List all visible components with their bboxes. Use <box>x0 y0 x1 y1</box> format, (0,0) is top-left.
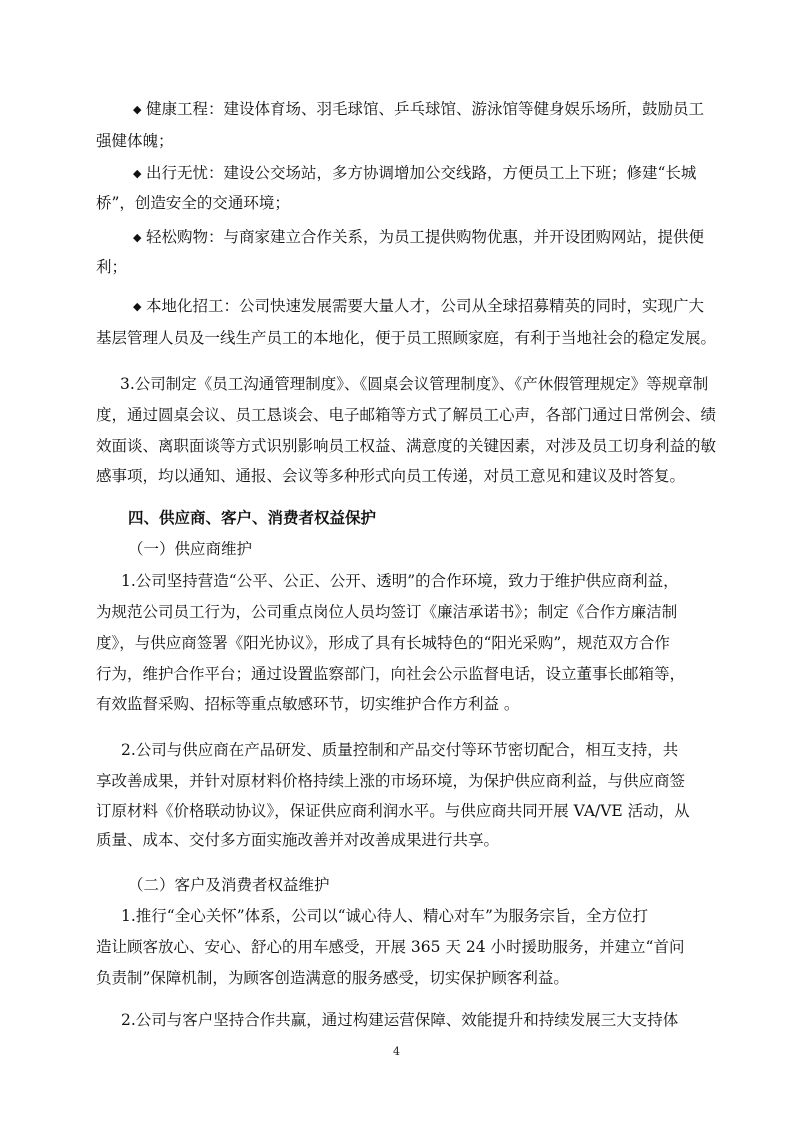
supplier-paragraph-1-line-3: 度》，与供应商签署《阳光协议》，形成了具有长城特色的“阳光采购”，规范双方合作 <box>96 634 670 652</box>
bullet-recruit-line-1: ◆ 本地化招工：公司快速发展需要大量人才，公司从全球招募精英的同时，实现广大 <box>133 297 705 315</box>
bullet-commute-line-1: ◆ 出行无忧：建设公交场站，多方协调增加公交线路，方便员工上下班；修建“长城 <box>133 164 697 182</box>
diamond-bullet-icon: ◆ <box>133 231 142 244</box>
supplier-paragraph-1-line-4: 行为，维护合作平台；通过设置监察部门，向社会公示监督电话，设立董事长邮箱等， <box>96 665 686 683</box>
customer-paragraph-1-line-2: 造让顾客放心、安心、舒心的用车感受，开展 365 天 24 小时援助服务，并建立“首问 <box>96 938 685 956</box>
diamond-bullet-icon: ◆ <box>133 167 142 180</box>
sub-heading-supplier: （一）供应商维护 <box>128 540 253 558</box>
supplier-paragraph-2-line-4: 质量、成本、交付多方面实施改善并对改善成果进行共享。 <box>96 831 500 849</box>
bullet-commute-line-2: 桥”，创造安全的交通环境； <box>96 194 290 212</box>
bullet-shopping-line-1: ◆ 轻松购物：与商家建立合作关系，为员工提供购物优惠，并开设团购网站，提供便 <box>133 228 705 246</box>
supplier-paragraph-2-line-2: 享改善成果，并针对原材料价格持续上涨的市场环境，为保护供应商利益，与供应商签 <box>96 772 686 790</box>
sub-heading-customer: （二）客户及消费者权益维护 <box>128 876 330 894</box>
bullet-fitness-line-2: 强健体魄； <box>96 132 174 150</box>
supplier-paragraph-2-line-3: 订原材料《价格联动协议》，保证供应商利润水平。与供应商共同开展 VA/VE 活动，从 <box>96 802 690 820</box>
section-heading: 四、供应商、客户、消费者权益保护 <box>128 509 377 527</box>
diamond-bullet-icon: ◆ <box>133 300 142 313</box>
bullet-fitness-line-1: ◆ 健康工程：建设体育场、羽毛球馆、乒乓球馆、游泳馆等健身娱乐场所，鼓励员工 <box>133 100 705 118</box>
supplier-paragraph-1-line-1: 1.公司坚持营造“公平、公正、公开、透明”的合作环境，致力于维护供应商利益， <box>121 572 679 590</box>
supplier-paragraph-1-line-5: 有效监督采购、招标等重点敏感环节，切实维护合作方利益 。 <box>96 695 520 713</box>
bullet-shopping-line-2: 利； <box>96 258 128 276</box>
page-number: 4 <box>393 1045 400 1058</box>
supplier-paragraph-2-line-1: 2.公司与供应商在产品研发、质量控制和产品交付等环节密切配合，相互支持，共 <box>121 741 679 759</box>
comm-paragraph-line-4: 感事项，均以通知、通报、会议等多种形式向员工传递，对员工意见和建议及时答复。 <box>96 467 686 485</box>
customer-paragraph-1-line-1: 1.推行“全心关怀”体系，公司以“诚心待人、精心对车”为服务宗旨，全方位打 <box>121 907 648 925</box>
comm-paragraph-line-2: 度，通过圆桌会议、员工恳谈会、电子邮箱等方式了解员工心声，各部门通过日常例会、绩 <box>96 406 717 424</box>
comm-paragraph-line-3: 效面谈、离职面谈等方式识别影响员工权益、满意度的关键因素，对涉及员工切身利益的敏 <box>96 437 717 455</box>
customer-paragraph-2-line-1: 2.公司与客户坚持合作共赢，通过构建运营保障、效能提升和持续发展三大支持体 <box>121 1011 679 1029</box>
customer-paragraph-1-line-3: 负责制”保障机制，为顾客创造满意的服务感受，切实保护顾客利益。 <box>96 969 569 987</box>
supplier-paragraph-1-line-2: 为规范公司员工行为，公司重点岗位人员均签订《廉洁承诺书》；制定《合作方廉洁制 <box>96 603 678 621</box>
diamond-bullet-icon: ◆ <box>133 103 142 116</box>
comm-paragraph-line-1: 3.公司制定《员工沟通管理制度》、《圆桌会议管理制度》、《产休假管理规定》等规章制 <box>120 375 709 393</box>
bullet-recruit-line-2: 基层管理人员及一线生产员工的本地化，便于员工照顾家庭，有利于当地社会的稳定发展。 <box>96 329 717 347</box>
